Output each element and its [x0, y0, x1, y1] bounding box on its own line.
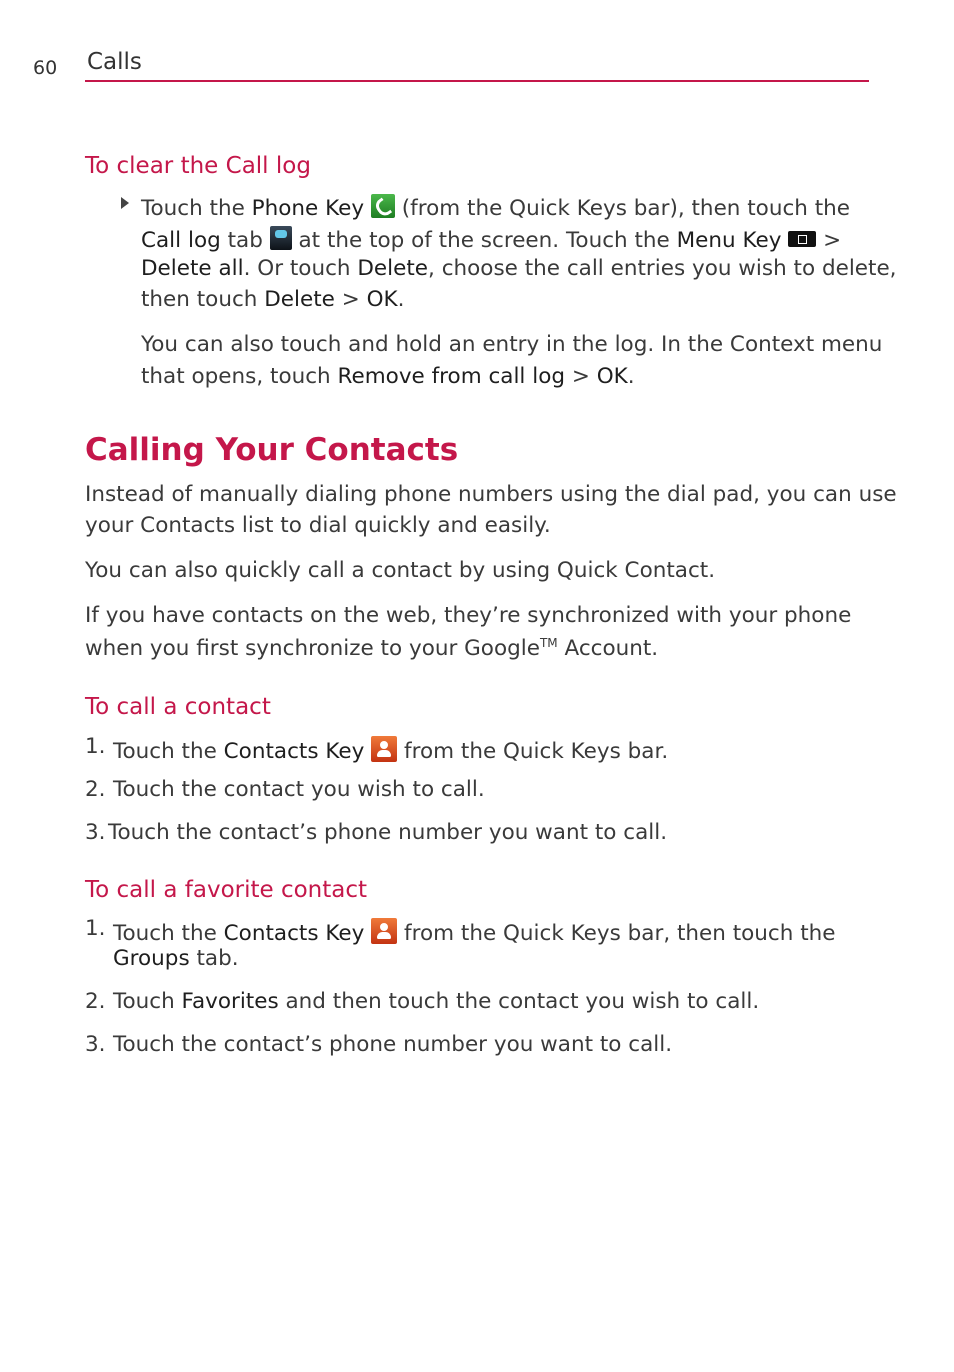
- contacts-key-icon: [371, 918, 397, 944]
- menu-key-icon: [788, 231, 816, 247]
- intro-line-2: your Contacts list to dial quickly and easily.: [85, 513, 551, 538]
- clear-step-line-1: Touch the Phone Key (from the Quick Keys bar), then touch the: [141, 196, 851, 221]
- call-step-number-3: 3.: [85, 820, 106, 845]
- call-favorite-heading: To call a favorite contact: [85, 877, 368, 903]
- clear-note-line-1: You can also touch and hold an entry in the log. In the Context menu: [141, 332, 883, 357]
- clear-call-log-heading: To clear the Call log: [85, 153, 311, 179]
- fav-step-number-3: 3.: [85, 1032, 106, 1057]
- call-step-number-2: 2.: [85, 777, 106, 802]
- clear-note-line-2: that opens, touch Remove from call log > OK.: [141, 364, 635, 389]
- quick-contact-text: You can also quickly call a contact by using Quick Contact.: [85, 558, 716, 583]
- fav-step-1: Touch the Contacts Key from the Quick Keys bar, then touch the: [113, 918, 836, 945]
- intro-line-1: Instead of manually dialing phone numbers using the dial pad, you can use: [85, 482, 897, 507]
- call-log-tab-icon: [270, 226, 292, 250]
- sync-line-2: when you first synchronize to your Google™ Account.: [85, 636, 659, 662]
- contacts-key-icon: [371, 736, 397, 762]
- calling-contacts-heading: Calling Your Contacts: [85, 432, 459, 468]
- page-number: 60: [33, 57, 58, 79]
- section-title: Calls: [87, 49, 142, 75]
- clear-step-line-3: Delete all. Or touch Delete, choose the call entries you wish to delete,: [141, 256, 897, 281]
- fav-step-number-1: 1.: [85, 916, 106, 941]
- call-contact-heading: To call a contact: [85, 694, 271, 720]
- call-step-1: Touch the Contacts Key from the Quick Keys bar.: [113, 736, 668, 763]
- call-step-number-1: 1.: [85, 734, 106, 759]
- fav-step-1-cont: Groups tab.: [113, 946, 239, 971]
- fav-step-2: Touch Favorites and then touch the contact you wish to call.: [113, 989, 760, 1014]
- fav-step-number-2: 2.: [85, 989, 106, 1014]
- sync-line-1: If you have contacts on the web, they’re synchronized with your phone: [85, 603, 852, 628]
- clear-step-line-4: then touch Delete > OK.: [141, 287, 405, 312]
- phone-key-icon: [371, 194, 395, 218]
- clear-step-line-2: Call log tab at the top of the screen. Touch the Menu Key >: [141, 228, 842, 253]
- header-rule: [85, 80, 869, 82]
- trademark: TM: [539, 636, 558, 650]
- bullet-arrow-icon: [121, 197, 129, 209]
- call-step-2: Touch the contact you wish to call.: [113, 777, 485, 802]
- fav-step-3: Touch the contact’s phone number you want to call.: [113, 1032, 673, 1057]
- call-step-3: Touch the contact’s phone number you want to call.: [108, 820, 668, 845]
